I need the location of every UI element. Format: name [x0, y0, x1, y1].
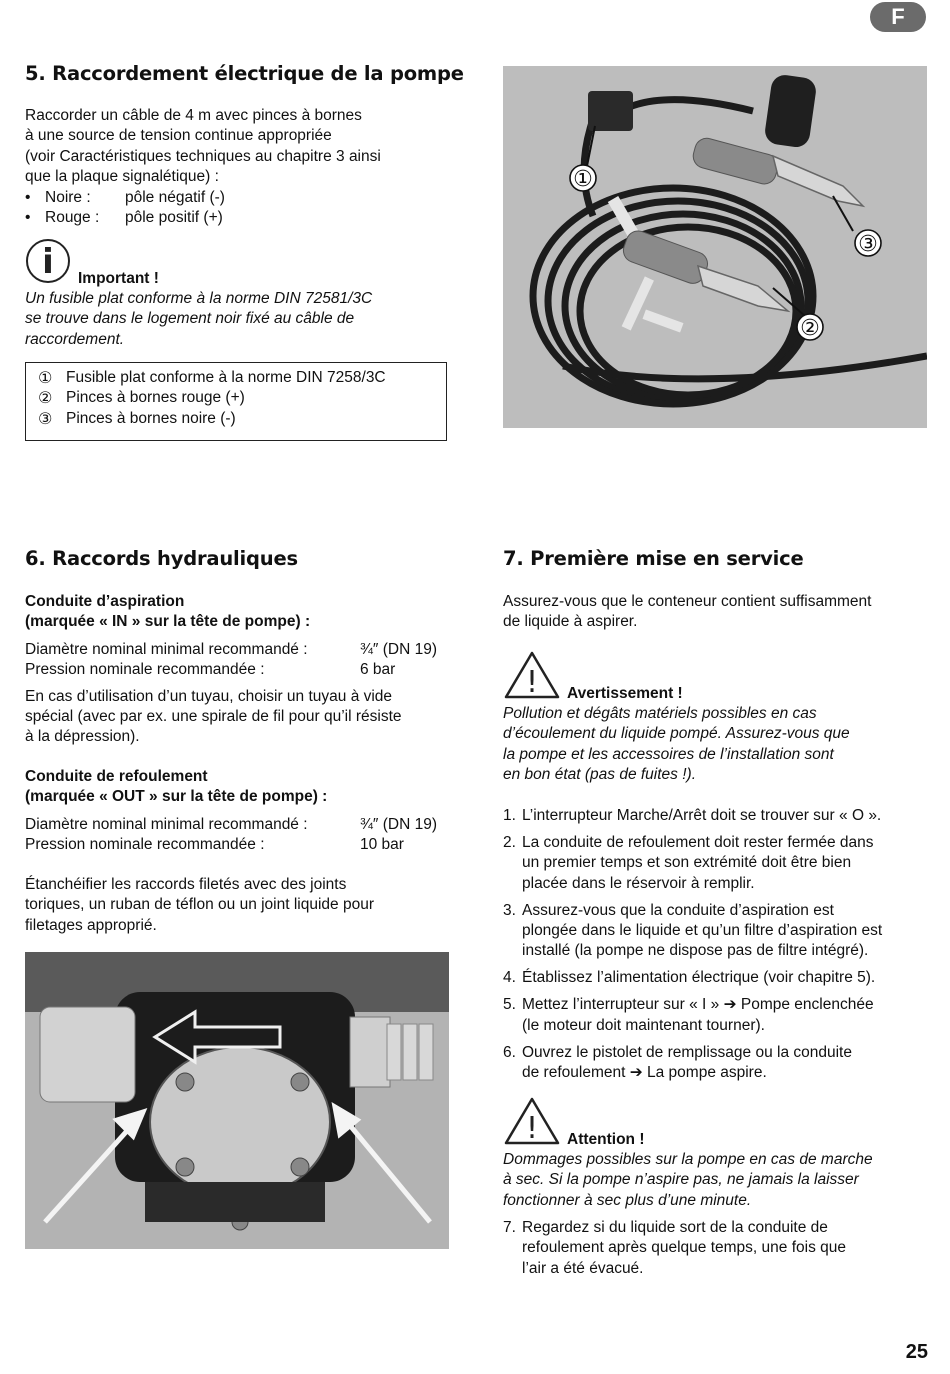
step-line: refoulement après quelque temps, une fois que: [522, 1239, 846, 1257]
list-item-key: Rouge :: [45, 209, 100, 227]
callout-3: ③: [858, 232, 878, 257]
section-7-title: 7. Première mise en service: [503, 547, 804, 570]
seal-note-line: filetages approprié.: [25, 916, 157, 934]
step-line: L’interrupteur Marche/Arrêt doit se trouver sur « O ».: [522, 807, 882, 824]
important-line: se trouve dans le logement noir fixé au câble de: [25, 310, 355, 328]
spec-row: [25, 640, 475, 660]
warning-line: la pompe et les accessoires de l’installation sont: [503, 745, 834, 763]
step-line: Mettez l’interrupteur sur « I » ➔ Pompe enclenchée: [522, 996, 874, 1014]
spec-row: [25, 815, 475, 835]
step-number: 7.: [503, 1219, 516, 1236]
step-line: un premier temps et son extrémité doit être bien: [522, 854, 852, 872]
discharge-heading: (marquée « OUT » sur la tête de pompe) :: [25, 788, 328, 806]
step-number: 3.: [503, 901, 516, 919]
callout-1: ①: [573, 167, 593, 192]
intro-line: (voir Caractéristiques techniques au chapitre 3 ainsi: [25, 147, 381, 165]
legend-number: ①: [38, 368, 53, 387]
step-line: plongée dans le liquide et qu’un filtre d’aspiration est: [522, 922, 883, 940]
suction-heading: Conduite d’aspiration: [25, 593, 185, 610]
step-line: de refoulement ➔ La pompe aspire.: [522, 1063, 767, 1081]
warning-line: d’écoulement du liquide pompé. Assurez-vous que: [503, 725, 850, 743]
spec-row: [25, 835, 475, 855]
list-item-key: Noire :: [45, 188, 91, 206]
spec-row: [25, 660, 475, 680]
suction-note-line: spécial (avec par ex. une spirale de fil pour qu’il résiste: [25, 708, 402, 726]
seal-note-line: toriques, un ruban de téflon ou un joint liquide pour: [25, 896, 374, 914]
legend-text: Fusible plat conforme à la norme DIN 7258/3C: [66, 369, 386, 386]
step-number: 1.: [503, 807, 516, 824]
section-7-intro: [503, 592, 933, 633]
attention-label: Attention !: [567, 1131, 645, 1148]
legend-row: [38, 388, 446, 408]
step-number: 6.: [503, 1043, 516, 1061]
svg-text:!: !: [525, 1111, 539, 1146]
discharge-block: [25, 767, 475, 856]
seal-note: [25, 875, 475, 936]
important-label: Important !: [78, 270, 159, 287]
section-5-intro: [25, 106, 485, 228]
step-number: 2.: [503, 833, 516, 851]
spec-label: Diamètre nominal minimal recommandé :: [25, 815, 308, 833]
step-line: La conduite de refoulement doit rester fermée dans: [522, 833, 874, 851]
startup-steps: [503, 806, 933, 1090]
language-badge: F: [870, 2, 926, 32]
info-icon: [25, 238, 73, 286]
page-number: 25: [905, 1341, 928, 1363]
attention-line: Dommages possibles sur la pompe en cas de marche: [503, 1151, 873, 1168]
spec-value: 10 bar: [360, 836, 404, 854]
intro-line: à une source de tension continue appropriée: [25, 127, 332, 145]
warning-line: Pollution et dégâts matériels possibles en cas: [503, 705, 817, 722]
warning-note: [503, 704, 933, 786]
step-number: 5.: [503, 996, 516, 1014]
list-item: [503, 1043, 933, 1084]
attention-line: à sec. Si la pompe n’aspire pas, ne jamais la laisser: [503, 1171, 859, 1189]
step-line: Regardez si du liquide sort de la conduite de: [522, 1219, 828, 1236]
spec-label: Diamètre nominal minimal recommandé :: [25, 640, 308, 658]
step-line: (le moteur doit maintenant tourner).: [522, 1016, 765, 1034]
important-line: raccordement.: [25, 330, 125, 348]
svg-text:!: !: [525, 665, 539, 700]
callout-2: ②: [800, 316, 820, 341]
list-item: [503, 1218, 933, 1279]
list-item: [503, 995, 933, 1036]
step-line: Assurez-vous que la conduite d’aspiration est: [522, 901, 834, 919]
spec-value: 6 bar: [360, 661, 396, 679]
section-5-title: 5. Raccordement électrique de la pompe: [25, 62, 464, 85]
intro-line: que la plaque signalétique) :: [25, 168, 219, 186]
step-line: placée dans le réservoir à remplir.: [522, 874, 755, 892]
suction-heading: (marquée « IN » sur la tête de pompe) :: [25, 613, 311, 631]
attention-note: [503, 1150, 933, 1211]
intro-line: Raccorder un câble de 4 m avec pinces à bornes: [25, 107, 362, 124]
list-item: • Noire : pôle négatif (-): [25, 188, 485, 208]
spec-value: ¾″ (DN 19): [360, 815, 437, 833]
warning-icon: [503, 650, 561, 700]
svg-text:i: i: [42, 242, 54, 282]
seal-note-line: Étanchéifier les raccords filetés avec des joints: [25, 876, 347, 893]
step-line: Établissez l’alimentation électrique (voir chapitre 5).: [522, 969, 876, 987]
warning-line: en bon état (pas de fuites !).: [503, 766, 697, 784]
spec-label: Pression nominale recommandée :: [25, 836, 265, 854]
discharge-heading: Conduite de refoulement: [25, 768, 208, 785]
spec-value: ¾″ (DN 19): [360, 640, 437, 658]
legend-row: [38, 409, 446, 429]
intro-line: Assurez-vous que le conteneur contient suffisamment: [503, 593, 872, 610]
legend-number: ②: [38, 388, 53, 408]
step-line: installé (la pompe ne dispose pas de filtre intégré).: [522, 942, 869, 960]
list-item-value: pôle positif (+): [125, 209, 223, 227]
important-note: [25, 289, 485, 350]
step-line: l’air a été évacué.: [522, 1259, 644, 1277]
important-line: Un fusible plat conforme à la norme DIN 72581/3C: [25, 290, 373, 307]
list-item: [503, 833, 933, 894]
photo-legend: [25, 362, 447, 441]
list-item: • Rouge : pôle positif (+): [25, 208, 485, 228]
attention-line: fonctionner à sec plus d’une minute.: [503, 1191, 752, 1209]
list-item: [503, 901, 933, 962]
list-item-value: pôle négatif (-): [125, 188, 225, 206]
list-item: [503, 968, 933, 988]
intro-line: de liquide à aspirer.: [503, 613, 638, 631]
suction-block: [25, 592, 475, 748]
list-item: [503, 806, 933, 826]
legend-number: ③: [38, 408, 53, 428]
legend-text: Pinces à bornes rouge (+): [66, 389, 245, 407]
legend-text: Pinces à bornes noire (-): [66, 409, 236, 427]
cable-photo: [503, 66, 927, 428]
polarity-list: [25, 188, 485, 229]
spec-label: Pression nominale recommandée :: [25, 661, 265, 679]
suction-note-line: En cas d’utilisation d’un tuyau, choisir un tuyau à vide: [25, 687, 393, 705]
pump-photo: [25, 952, 449, 1249]
warning-label: Avertissement !: [567, 685, 683, 702]
suction-note-line: à la dépression).: [25, 728, 140, 746]
section-6-title: 6. Raccords hydrauliques: [25, 547, 298, 570]
attention-icon: [503, 1096, 561, 1146]
step-line: Ouvrez le pistolet de remplissage ou la conduite: [522, 1043, 852, 1061]
legend-row: [38, 368, 446, 388]
startup-step-7: [503, 1218, 933, 1286]
step-number: 4.: [503, 969, 516, 987]
